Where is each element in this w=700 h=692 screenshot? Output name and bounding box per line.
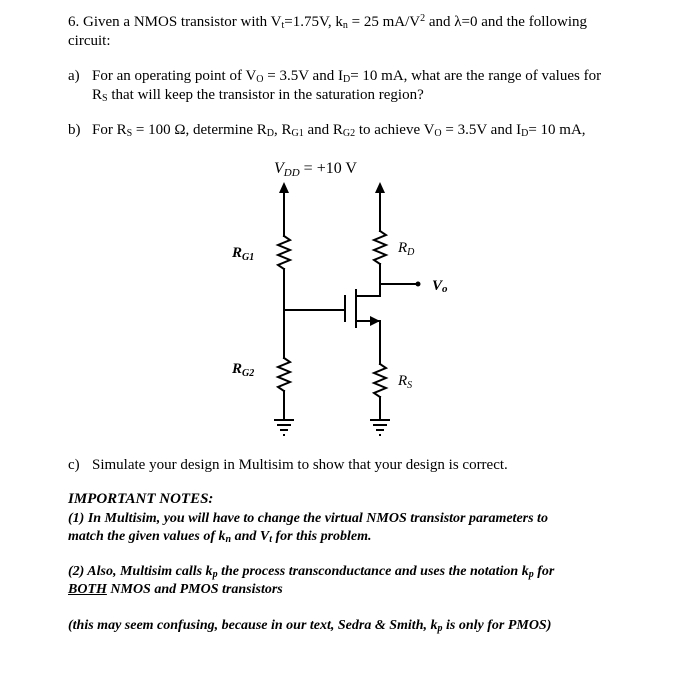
problem-text: Given a NMOS transistor with V [83, 14, 282, 30]
note-text: NMOS and PMOS transistors [106, 582, 283, 597]
subscript: p [528, 569, 534, 580]
problem-statement-line2: circuit: [68, 33, 111, 49]
notes-heading: IMPORTANT NOTES: [68, 491, 214, 507]
note-text: and V [231, 529, 270, 544]
part-b-text: and R [303, 122, 343, 138]
note-2-line1 [68, 562, 554, 581]
part-a-text: For an operating point of V [92, 68, 257, 84]
subscript: D [521, 128, 529, 139]
subscript: n [342, 20, 348, 31]
rs-label: $R_S$ [398, 373, 413, 391]
part-b-text: = 100 Ω, determine R [132, 122, 267, 138]
part-b-text: to achieve V [355, 122, 435, 138]
part-a-text: = 10 mA, what are the range of values for [350, 68, 602, 84]
rg1-resistor-symbol [278, 236, 290, 269]
rg2-label: $R_{G2}$ [232, 361, 255, 379]
part-b-text: = 10 mA, [528, 122, 586, 138]
subscript: D [266, 128, 274, 139]
vo-label: Vo [432, 278, 448, 295]
note-text: (2) Also, Multisim calls k [68, 564, 213, 579]
part-a-text: = 3.5V and I [263, 68, 343, 84]
subscript: G1 [291, 128, 304, 139]
rd-label: $R_D$ [398, 240, 415, 258]
part-c-label: c) [68, 457, 80, 473]
subscript: G2 [342, 128, 356, 139]
part-b-text: , R [273, 122, 292, 138]
output-terminal-dot [416, 282, 421, 287]
subscript: S [102, 93, 108, 104]
problem-text: and λ=0 and the following [425, 14, 588, 30]
vdd-arrow-left-icon [279, 182, 289, 193]
problem-text: = 25 mA/V [347, 14, 421, 30]
part-b-label: b) [68, 122, 81, 138]
problem-text: =1.75V, k [284, 14, 343, 30]
note-3-line [68, 616, 551, 635]
note-text: for [533, 564, 555, 579]
part-a-label: a) [68, 68, 80, 84]
part-c-text: Simulate your design in Multisim to show that your design is correct. [92, 457, 508, 473]
note-1-line2 [68, 527, 372, 546]
note-text: for this problem. [271, 529, 372, 544]
vdd-arrow-right-icon [375, 182, 385, 193]
rg1-label: $R_{G1}$ [232, 245, 255, 263]
part-a-text: that will keep the transistor in the saturation region? [107, 87, 424, 103]
subscript: t [281, 20, 285, 31]
note-2-line2 [68, 580, 283, 599]
subscript: p [212, 569, 218, 580]
note-underlined-text: BOTH [68, 582, 107, 597]
ground-symbol-right-icon [370, 420, 390, 435]
source-arrow-icon [370, 316, 380, 326]
note-1-line1: (1) In Multisim, you will have to change the virtual NMOS transistor parameters to [68, 511, 548, 526]
subscript: t [269, 534, 272, 545]
note-text: match the given values of k [68, 529, 226, 544]
subscript: O [434, 128, 442, 139]
note-text: (this may seem confusing, because in our text, Sedra & Smith, k [68, 618, 438, 633]
subscript: S [126, 128, 133, 139]
note-text: the process transconductance and uses the notation k [217, 564, 529, 579]
note-text: is only for PMOS) [442, 618, 552, 633]
subscript: D [342, 74, 351, 85]
problem-number: 6. [68, 14, 80, 30]
rg2-resistor-symbol [278, 358, 290, 391]
part-a-text: R [92, 87, 103, 103]
subscript: O [256, 74, 264, 85]
part-b-text: For R [92, 122, 127, 138]
subscript: p [437, 623, 443, 634]
ground-symbol-left-icon [274, 420, 294, 435]
superscript: 2 [420, 13, 426, 24]
rs-resistor-symbol [374, 364, 386, 397]
rd-resistor-symbol [374, 231, 386, 264]
part-b-text: = 3.5V and I [441, 122, 522, 138]
vdd-label: VDD = +10 V [274, 160, 357, 179]
subscript: n [225, 534, 232, 545]
